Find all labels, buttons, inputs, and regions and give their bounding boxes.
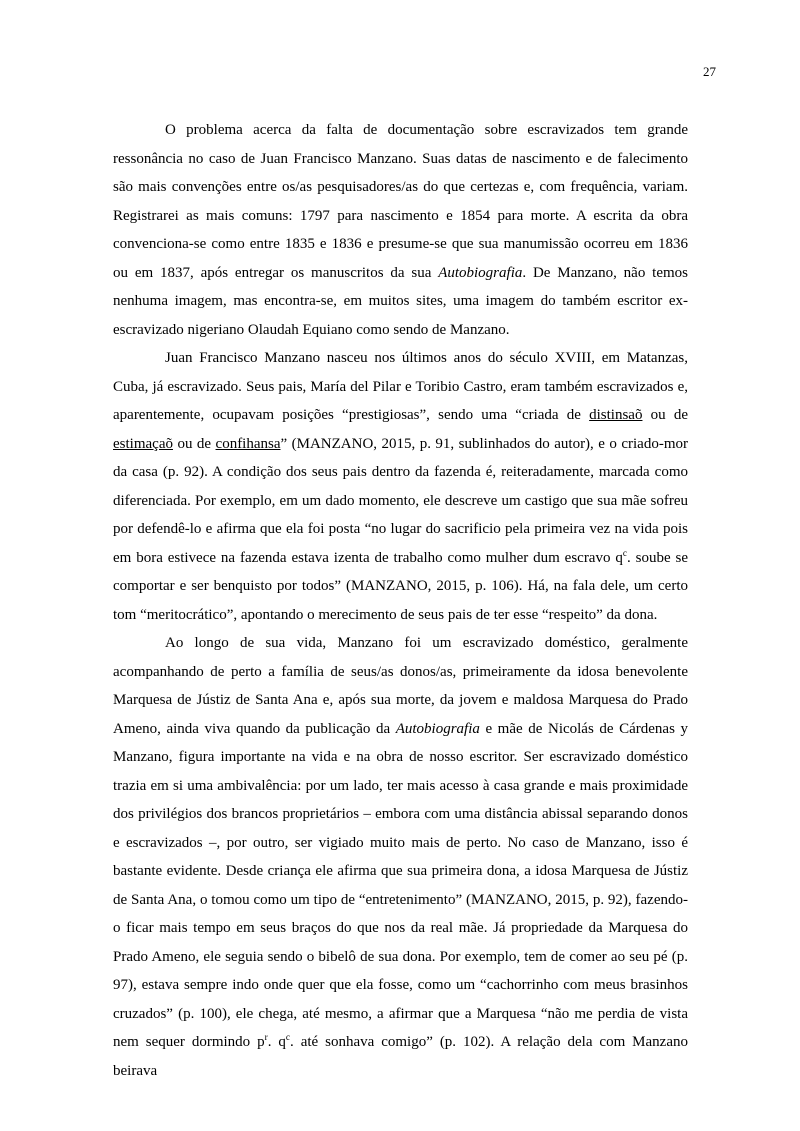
text-run-underlined: estimaçaõ [113, 435, 173, 452]
text-run-italic: Autobiografia [395, 720, 480, 737]
paragraph-3 [113, 629, 688, 1085]
text-run-superscript: c [285, 1033, 291, 1043]
page-number: 27 [703, 64, 716, 79]
text-run: Ao longo de sua vida, Manzano foi um escravizado doméstico, geralmente acompanhando de perto a família de seus/as donos/as, primeiramente da idosa benevolente Marquesa de Jústiz de Santa Ana e, após sua morte, da jovem e maldosa Marquesa do Prado Ameno, ainda viva quando da publicação da [113, 635, 688, 737]
text-run: . até sonhava comigo” (p. 102). A relação dela com Manzano beirava [113, 1034, 688, 1079]
paragraph-2 [113, 344, 688, 629]
text-run: . De Manzano, não temos nenhuma imagem, mas encontra-se, em muitos sites, uma imagem do também escritor ex-escravizado nigeriano Olaudah Equiano como sendo de Manzano. [113, 264, 688, 338]
text-run: O problema acerca da falta de documentação sobre escravizados tem grande ressonância no caso de Juan Francisco Manzano. Suas datas de nascimento e de falecimento são mais convenções entre os/as pesquisadores/as do que certezas e, com frequência, variam. Registrarei as mais comuns: 1797 para nascimento e 1854 para morte. A escrita da obra convenciona-se como entre 1835 e 1836 e presume-se que sua manumissão ocorreu em 1836 ou em 1837, após entregar os manuscritos da sua [113, 122, 688, 281]
text-run: Juan Francisco Manzano nasceu nos últimos anos do século XVIII, em Matanzas, Cuba, já escravizado. Seus pais, María del Pilar e Toribio Castro, eram também escravizados e, aparentemente, ocupavam posições “prestigiosas”, sendo uma “criada de [113, 350, 688, 423]
text-run-superscript: c [622, 548, 627, 559]
text-run-italic: Autobiografia [438, 264, 523, 281]
text-run-superscript: r [264, 1033, 268, 1043]
text-run: e mãe de Nicolás de Cárdenas y Manzano, figura importante na vida e na obra de nosso escritor. Ser escravizado doméstico trazia em si uma ambivalência: por um lado, ter mais acesso à casa grande e mais proximidade dos privilégios dos brancos proprietários – embora com uma distância abissal separando donos e escravizados –, por outro, ser vigiado muito mais de perto. No caso de Manzano, isso é bastante evidente. Desde criança ele afirma que sua primeira dona, a idosa Marquesa de Jústiz de Santa Ana, o tomou como um tipo de “entretenimento” (MANZANO, 2015, p. 92), fazendo-o ficar mais tempo em seus braços do que nos da real mãe. Já propriedade da Marquesa do Prado Ameno, ele seguia sendo o bibelô de sua dona. Por exemplo, tem de comer ao seu pé (p. 97), estava sempre indo onde quer que ela fosse, como um “cachorrinho com meus brasinhos cruzados” (p. 100), ele chega, até mesmo, a afirmar que a Marquesa “não me perdia de vista nem sequer dormindo p [113, 720, 689, 1050]
text-run: . q [267, 1034, 286, 1050]
text-run-underlined: confihansa [215, 435, 281, 452]
text-run: . soube se comportar e ser benquisto por todos” (MANZANO, 2015, p. 106). Há, na fala dele, um certo tom “meritocrático”, apontando o merecimento de seus pais de ter esse “respeito” da dona. [113, 549, 688, 623]
paragraph-1 [113, 116, 688, 344]
document-body [113, 116, 688, 1085]
text-run: ou de [642, 407, 688, 423]
text-run: ou de [172, 435, 216, 452]
text-run: ” (MANZANO, 2015, p. 91, sublinhados do autor), e o criado-mor da casa (p. 92). A condição dos seus pais dentro da fazenda é, reiteradamente, marcada como diferenciada. Por exemplo, em um dado momento, ele descreve um castigo que sua mãe sofreu por defendê-lo e afirma que ela foi posta “no lugar do sacrificio pela primeira vez na vida pois em bora estivece na fazenda estava izenta de trabalho como mulher dum escravo q [113, 435, 688, 566]
text-run-underlined: distinsaõ [589, 407, 643, 423]
